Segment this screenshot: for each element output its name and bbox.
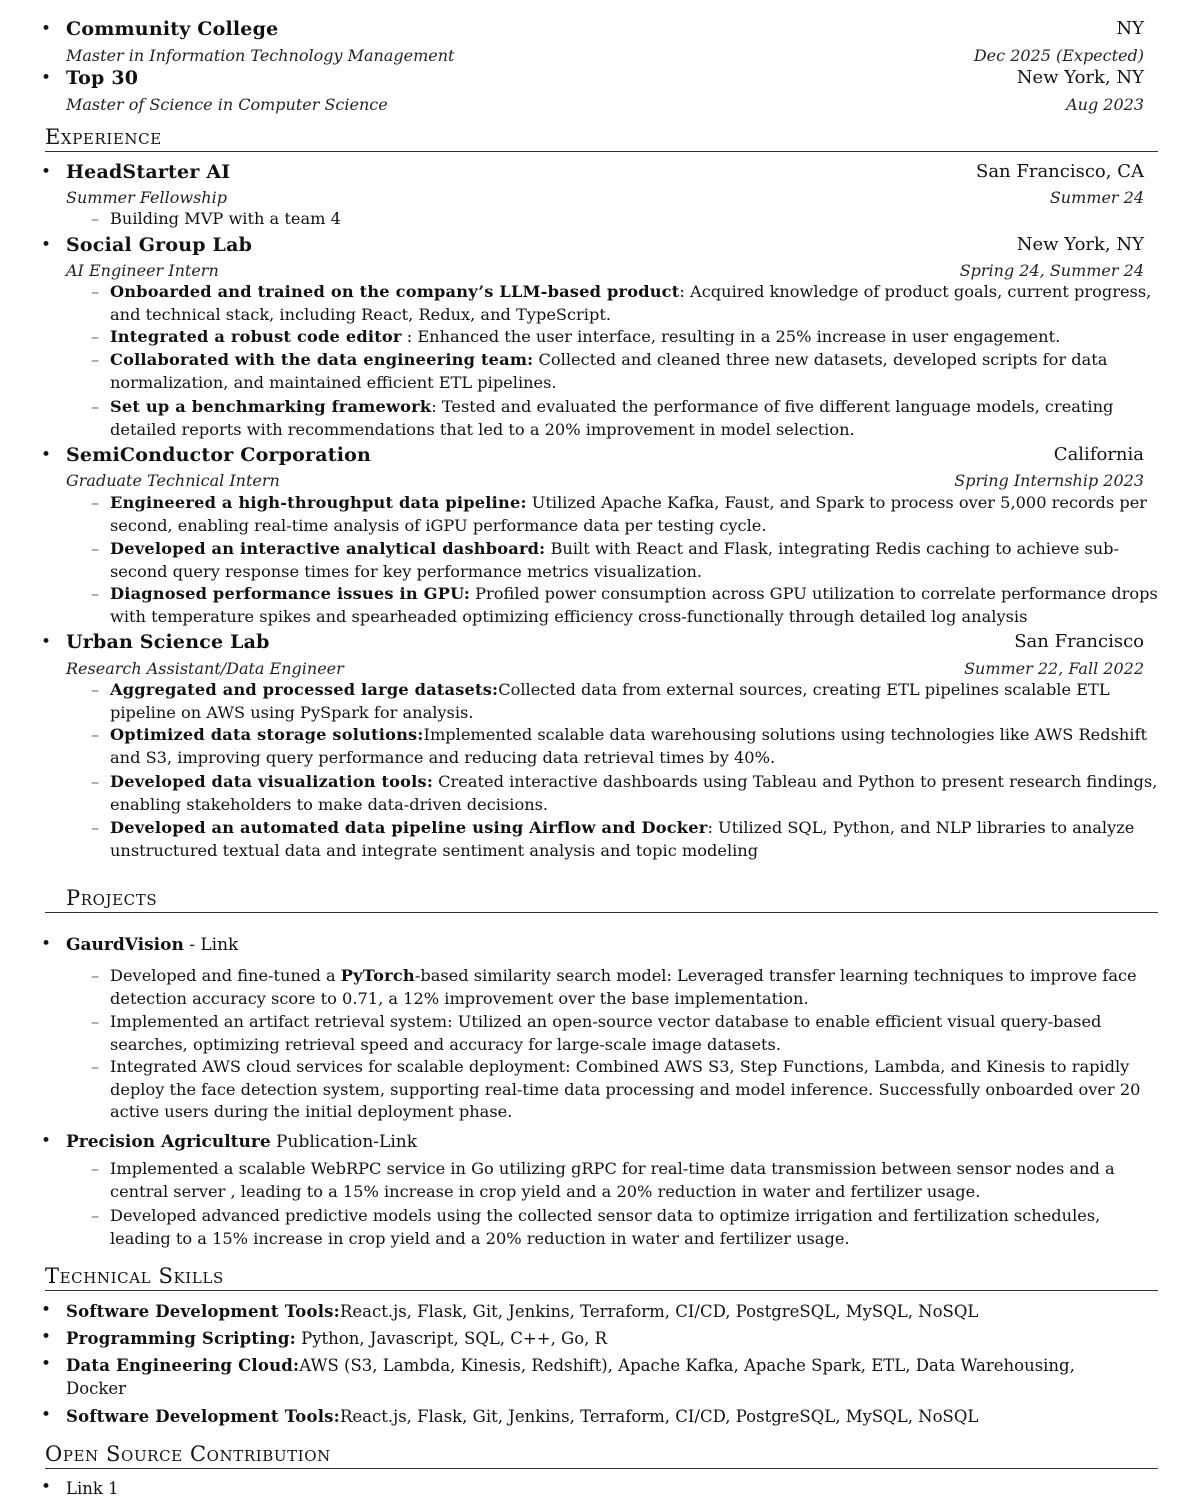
dash-icon: – — [91, 539, 100, 558]
dash-icon: – — [91, 772, 100, 791]
job-bullet: – Onboarded and trained on the company’s LLM-based product: Acquired knowledge of product goals, current progress, and technical stack, including React, Redux, and TypeScript. — [91, 282, 1152, 324]
school-location: NY — [1116, 18, 1144, 39]
bullet-icon: • — [41, 19, 52, 39]
dash-icon: – — [91, 209, 100, 228]
project-name: GaurdVision — [66, 935, 184, 955]
school-name: Community College — [66, 18, 279, 40]
project-header — [0, 935, 1200, 959]
degree: Master in Information Technology Management — [66, 46, 455, 65]
company-location: San Francisco — [1014, 631, 1144, 652]
company-location: New York, NY — [1016, 234, 1144, 255]
bullet-icon: • — [41, 235, 52, 255]
job-date: Summer 22, Fall 2022 — [964, 659, 1144, 678]
job-role: Summer Fellowship — [66, 188, 227, 207]
skill-line: Data Engineering Cloud:AWS (S3, Lambda, Kinesis, Redshift), Apache Kafka, Apache Spark, ETL, Data Warehousing, Docker — [66, 1356, 1075, 1398]
section-heading-skills: Technical Skills — [45, 1264, 1158, 1291]
project-bullet: – Integrated AWS cloud services for scalable deployment: Combined AWS S3, Step Functions, Lambda, and Kinesis to rapidly deploy the face detection system, supporting real-time data processing and model inference. Successfully onboarded over 20 active users during the initial deployment phase. — [91, 1057, 1141, 1121]
job-header — [0, 163, 1200, 187]
degree-date: Aug 2023 — [1066, 95, 1144, 114]
dash-icon: – — [91, 350, 100, 369]
job-role: AI Engineer Intern — [66, 261, 219, 280]
project-bullet: – Developed advanced predictive models using the collected sensor data to optimize irrigation and fertilization schedules, leading to a 15% increase in crop yield and a 20% reduction in water and fertilizer usage. — [91, 1206, 1101, 1248]
section-heading-projects: Projects — [45, 886, 1158, 913]
job-bullet: – Diagnosed performance issues in GPU: Profiled power consumption across GPU utilization to correlate performance drops with temperature spikes and spearheaded optimizing efficiency cross-functionally through detailed log analysis — [91, 584, 1158, 626]
bullet-icon: • — [41, 1477, 52, 1497]
company-name: SemiConductor Corporation — [66, 444, 372, 466]
project-bullet: – Implemented a scalable WebRPC service in Go utilizing gRPC for real-time data transmission between sensor nodes and a central server , leading to a 15% increase in crop yield and a 20% reduction in water and fertilizer usage. — [91, 1159, 1115, 1201]
dash-icon: – — [91, 282, 100, 301]
job-bullet: – Building MVP with a team 4 — [91, 208, 1166, 231]
bullet-icon: • — [41, 162, 52, 182]
dash-icon: – — [91, 680, 100, 699]
job-bullet: – Engineered a high-throughput data pipeline: Utilized Apache Kafka, Faust, and Spark to process over 5,000 records per second, enabling real-time analysis of iGPU performance data per testing cycle. — [91, 493, 1148, 535]
job-date: Spring 24, Summer 24 — [959, 261, 1144, 280]
bullet-icon: • — [41, 1131, 52, 1151]
job-bullet: – Optimized data storage solutions:Implemented scalable data warehousing solutions using technologies like AWS Redshift and S3, improving query performance and reducing data retrieval times by 40%. — [91, 725, 1148, 767]
education-entry — [0, 69, 1200, 93]
skill-line: Software Development Tools:React.js, Flask, Git, Jenkins, Terraform, CI/CD, PostgreSQL, MySQL, NoSQL — [66, 1407, 979, 1426]
school-name: Top 30 — [66, 67, 139, 89]
dash-icon: – — [91, 725, 100, 744]
dash-icon: – — [91, 1057, 100, 1076]
skill-line: Software Development Tools:React.js, Flask, Git, Jenkins, Terraform, CI/CD, PostgreSQL, MySQL, NoSQL — [66, 1302, 979, 1321]
job-role: Graduate Technical Intern — [66, 471, 280, 490]
job-header — [0, 633, 1200, 657]
dash-icon: – — [91, 966, 100, 985]
job-bullet: – Developed an automated data pipeline using Airflow and Docker: Utilized SQL, Python, and NLP libraries to analyze unstructured textual data and integrate sentiment analysis and topic modeling — [91, 818, 1135, 860]
bullet-icon: • — [41, 1327, 52, 1347]
project-bullet: – Developed and fine-tuned a PyTorch-based similarity search model: Leveraged transfer learning techniques to improve face detection accuracy score to 0.71, a 12% improvement over the base implementation. — [91, 966, 1137, 1008]
dash-icon: – — [91, 1206, 100, 1225]
open-source-link[interactable]: Link 1 — [66, 1479, 119, 1498]
company-location: California — [1053, 444, 1144, 465]
job-role: Research Assistant/Data Engineer — [66, 659, 344, 678]
job-bullet: – Developed data visualization tools: Created interactive dashboards using Tableau and Python to present research findings, enabling stakeholders to make data-driven decisions. — [91, 772, 1158, 814]
section-heading-experience: Experience — [45, 125, 1158, 152]
bullet-icon: • — [41, 1405, 52, 1425]
dash-icon: – — [91, 327, 100, 346]
dash-icon: – — [91, 397, 100, 416]
bullet-icon: • — [41, 1300, 52, 1320]
dash-icon: – — [91, 493, 100, 512]
bullet-icon: • — [41, 68, 52, 88]
job-bullet: – Aggregated and processed large datasets:Collected data from external sources, creating ETL pipelines scalable ETL pipeline on AWS using PySpark for analysis. — [91, 680, 1110, 722]
education-detail — [0, 95, 1200, 119]
job-bullet: – Integrated a robust code editor : Enhanced the user interface, resulting in a 25% increase in user engagement. — [91, 326, 1166, 349]
job-header — [0, 446, 1200, 470]
job-bullet: – Set up a benchmarking framework: Tested and evaluated the performance of five different language models, creating detailed reports with recommendations that led to a 20% improvement in model selection. — [91, 397, 1114, 439]
company-name: Social Group Lab — [66, 234, 253, 256]
company-location: San Francisco, CA — [975, 161, 1144, 182]
project-header — [0, 1132, 1200, 1156]
degree-date: Dec 2025 (Expected) — [973, 46, 1144, 65]
bullet-icon: • — [41, 1354, 52, 1374]
job-header — [0, 236, 1200, 260]
project-name: Precision Agriculture — [66, 1132, 271, 1152]
skill-line: Programming Scripting: Python, Javascript, SQL, C++, Go, R — [66, 1329, 608, 1348]
project-bullet: – Implemented an artifact retrieval system: Utilized an open-source vector database to enable efficient visual query-based searches, optimizing retrieval speed and accuracy for large-scale image datasets. — [91, 1012, 1102, 1054]
dash-icon: – — [91, 584, 100, 603]
dash-icon: – — [91, 1012, 100, 1031]
job-date: Summer 24 — [1049, 188, 1144, 207]
project-link[interactable]: Publication-Link — [270, 1132, 418, 1152]
job-bullet: – Collaborated with the data engineering team: Collected and cleaned three new datasets, developed scripts for data normalization, and maintained efficient ETL pipelines. — [91, 350, 1108, 392]
bullet-icon: • — [41, 934, 52, 954]
project-link[interactable]: - Link — [183, 935, 239, 955]
company-name: Urban Science Lab — [66, 631, 270, 653]
school-location: New York, NY — [1016, 67, 1144, 88]
bullet-icon: • — [41, 632, 52, 652]
job-date: Spring Internship 2023 — [954, 471, 1144, 490]
section-heading-open-source: Open Source Contribution — [45, 1442, 1158, 1469]
job-bullet: – Developed an interactive analytical dashboard: Built with React and Flask, integrating Redis caching to achieve sub-second query response times for key performance metrics visualization. — [91, 539, 1120, 581]
degree: Master of Science in Computer Science — [66, 95, 388, 114]
company-name: HeadStarter AI — [66, 161, 231, 183]
dash-icon: – — [91, 818, 100, 837]
bullet-icon: • — [41, 445, 52, 465]
education-entry — [0, 20, 1200, 44]
dash-icon: – — [91, 1159, 100, 1178]
